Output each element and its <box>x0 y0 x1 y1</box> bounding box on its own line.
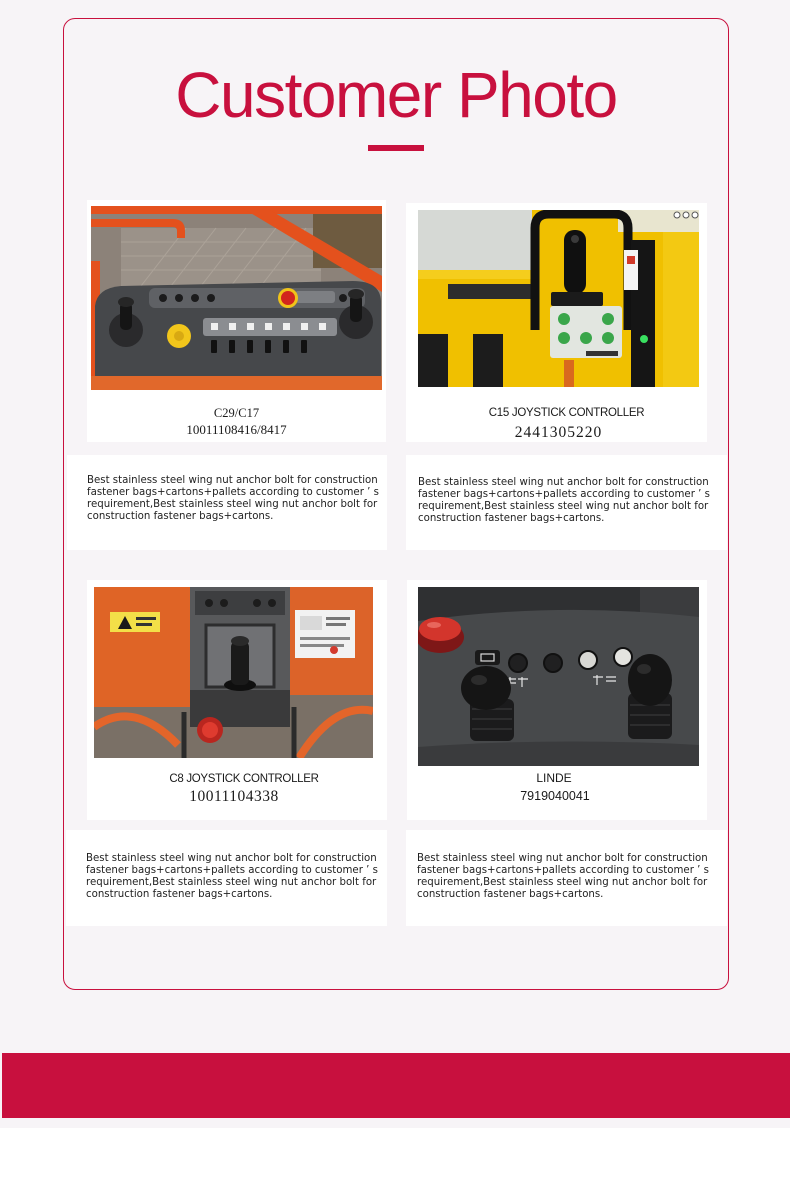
mode-key-icon <box>475 650 500 665</box>
button-panel <box>550 306 622 358</box>
product-caption-part-number: 7919040041 <box>520 789 590 803</box>
emergency-stop-button <box>418 617 464 653</box>
emergency-stop-button <box>197 717 223 743</box>
section-title: Customer Photo <box>175 59 617 131</box>
viewer-icons <box>674 212 698 218</box>
product-caption-title: C8 JOYSTICK CONTROLLER <box>169 773 319 785</box>
product-photo <box>418 210 699 387</box>
product-photo <box>94 587 373 758</box>
orange-rail-bottom <box>91 376 382 390</box>
product-photo <box>91 206 382 390</box>
right-joystick <box>628 654 672 739</box>
product-caption-part-number: 10011104338 <box>189 788 279 805</box>
product-caption-title: C15 JOYSTICK CONTROLLER <box>488 407 645 419</box>
orange-fitting <box>564 360 574 387</box>
yellow-button <box>167 324 191 348</box>
product-caption-title: C29/C17 <box>213 406 260 420</box>
product-description: Best stainless steel wing nut anchor bolt for construction fastener bags+cartons+pallets according to customer ’ s requirement,Best stainless steel wing nut anchor bolt for construction fastener bags+cartons. <box>418 477 710 524</box>
product-photo <box>418 587 699 766</box>
title-underline <box>368 145 424 151</box>
footer-band <box>2 1053 790 1118</box>
product-caption-part-number: 10011108416/8417 <box>186 422 287 437</box>
product-caption-part-number: 2441305220 <box>514 424 603 441</box>
emergency-stop-button <box>278 288 298 308</box>
product-description: Best stainless steel wing nut anchor bolt for construction fastener bags+cartons+pallets according to customer ’ s requirement,Best stainless steel wing nut anchor bolt for construction fastener bags+cartons. <box>86 853 378 900</box>
product-caption-title: LINDE <box>536 771 572 785</box>
product-description: Best stainless steel wing nut anchor bolt for construction fastener bags+cartons+pallets according to customer ’ s requirement,Best stainless steel wing nut anchor bolt for construction fastener bags+cartons. <box>417 853 709 900</box>
product-description: Best stainless steel wing nut anchor bolt for construction fastener bags+cartons+pallets according to customer ’ s requirement,Best stainless steel wing nut anchor bolt for construction fastener bags+cartons. <box>87 475 379 522</box>
